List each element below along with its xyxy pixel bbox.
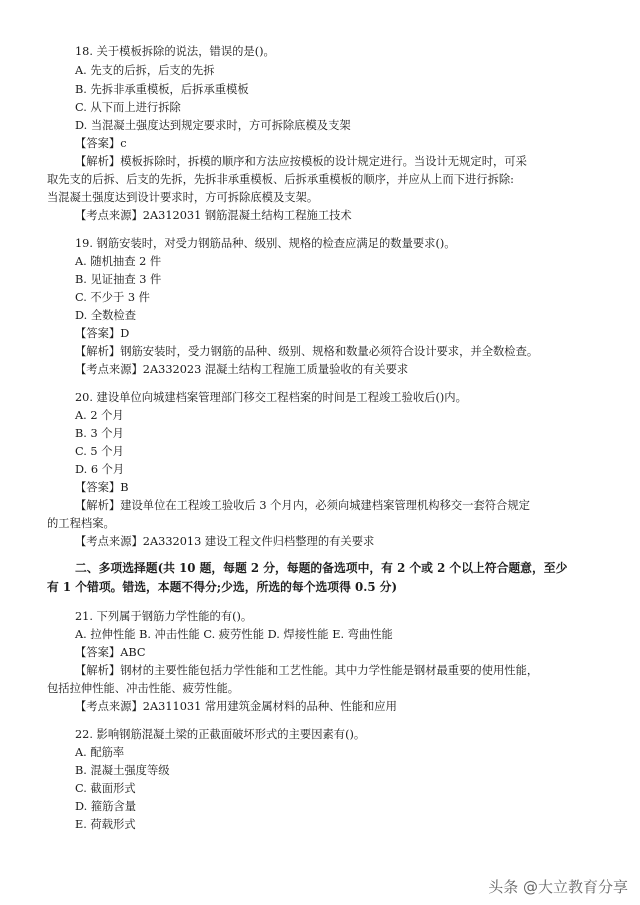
q20-option-a: A. 2 个月	[75, 409, 124, 422]
section-heading: 二、多项选择题(共 10 题，每题 2 分，每题的备选项中，有 2 个或 2 个以上符合题意，至少	[75, 561, 568, 575]
section-heading-cont: 有 1 个错项。错选，本题不得分;少选，所选的每个选项得 0.5 分)	[47, 580, 398, 594]
q18-analysis: 【解析】模板拆除时，拆模的顺序和方法应按模板的设计规定进行。当设计无规定时，可采	[75, 155, 527, 168]
watermark	[488, 876, 628, 897]
q19-option-b: B. 见证抽查 3 件	[75, 273, 162, 286]
q20-option-c: C. 5 个月	[75, 445, 124, 458]
q19-answer: 【答案】D	[75, 327, 130, 340]
watermark-text: 头条 @大立教育分享	[488, 878, 628, 896]
q18-analysis-cont: 取先支的后拆、后支的先拆，先拆非承重模板、后拆承重模板的顺序，并应从上而下进行拆除:	[47, 173, 514, 186]
q21-options: A. 拉伸性能 B. 冲击性能 C. 疲劳性能 D. 焊接性能 E. 弯曲性能	[75, 628, 393, 641]
q21-analysis: 【解析】钢材的主要性能包括力学性能和工艺性能。其中力学性能是钢材最重要的使用性能，	[75, 664, 539, 677]
q18-option-c: C. 从下而上进行拆除	[75, 101, 181, 114]
q18-option-b: B. 先拆非承重模板，后拆承重模板	[75, 83, 249, 96]
q20-answer: 【答案】B	[75, 481, 129, 494]
q21-answer: 【答案】ABC	[75, 646, 146, 659]
q18-analysis-cont: 当混凝土强度达到设计要求时，方可拆除底模及支架。	[47, 191, 319, 204]
q18-stem: 18. 关于模板拆除的说法，错误的是()。	[75, 45, 275, 58]
q20-option-d: D. 6 个月	[75, 463, 125, 476]
q22-option-e: E. 荷载形式	[75, 818, 136, 831]
q18-option-d: D. 当混凝土强度达到规定要求时，方可拆除底模及支架	[75, 119, 351, 132]
q19-option-d: D. 全数检查	[75, 309, 137, 322]
q18-answer: 【答案】c	[75, 137, 127, 150]
q18-option-a: A. 先支的后拆，后支的先拆	[75, 64, 215, 77]
q20-analysis-cont: 的工程档案。	[47, 517, 115, 530]
q19-option-a: A. 随机抽查 2 件	[75, 255, 162, 268]
q22-option-a: A. 配筋率	[75, 746, 125, 759]
q21-analysis-cont: 包括拉伸性能、冲击性能、疲劳性能。	[47, 682, 240, 695]
q19-option-c: C. 不少于 3 件	[75, 291, 150, 304]
q20-stem: 20. 建设单位向城建档案管理部门移交工程档案的时间是工程竣工验收后()内。	[75, 391, 467, 404]
q19-analysis: 【解析】钢筋安装时，受力钢筋的品种、级别、规格和数量必须符合设计要求，并全数检查。	[75, 345, 539, 358]
q21-stem: 21. 下列属于钢筋力学性能的有()。	[75, 610, 253, 623]
q21-source: 【考点来源】2A311031 常用建筑金属材料的品种、性能和应用	[75, 700, 397, 713]
q20-option-b: B. 3 个月	[75, 427, 124, 440]
q20-analysis: 【解析】建设单位在工程竣工验收后 3 个月内，必须向城建档案管理机构移交一套符合规定	[75, 499, 530, 512]
q22-option-b: B. 混凝土强度等级	[75, 764, 170, 777]
q22-option-d: D. 箍筋含量	[75, 800, 137, 813]
q19-stem: 19. 钢筋安装时，对受力钢筋品种、级别、规格的检查应满足的数量要求()。	[75, 237, 456, 250]
q18-source: 【考点来源】2A312031 钢筋混凝土结构工程施工技术	[75, 209, 352, 222]
q19-source: 【考点来源】2A332023 混凝土结构工程施工质量验收的有关要求	[75, 363, 409, 376]
q20-source: 【考点来源】2A332013 建设工程文件归档整理的有关要求	[75, 535, 375, 548]
q22-stem: 22. 影响钢筋混凝土梁的正截面破坏形式的主要因素有()。	[75, 728, 366, 741]
q22-option-c: C. 截面形式	[75, 782, 136, 795]
